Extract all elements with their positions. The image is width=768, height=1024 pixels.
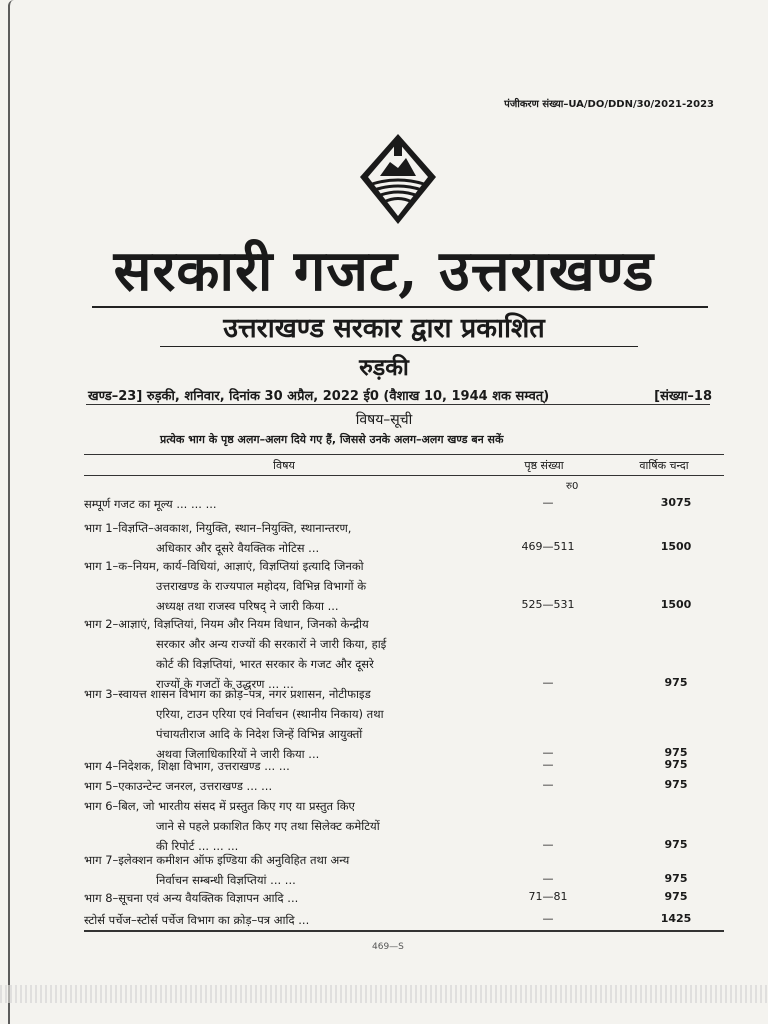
row-subject-line: भाग 2–आज्ञाएं, विज्ञप्तियां, नियम और नियम विधान, जिनको केन्द्रीय	[84, 617, 369, 631]
subtitle-divider	[160, 346, 638, 347]
uttarakhand-emblem-icon	[358, 132, 438, 232]
row-subject-line: भाग 6–बिल, जो भारतीय संसद में प्रस्तुत किए गए या प्रस्तुत किए	[84, 799, 355, 813]
row-pages: —	[542, 496, 554, 509]
row-subject-line: एरिया, टाउन एरिया एवं निर्वाचन (स्थानीय निकाय) तथा	[156, 707, 384, 721]
publication-city: रुड़की	[359, 355, 409, 381]
row-subscription: 1425	[660, 912, 692, 925]
row-subscription: 1500	[660, 598, 692, 611]
row-pages: —	[542, 676, 554, 689]
folio-number: 469—S	[372, 942, 404, 952]
row-subscription: 975	[664, 890, 688, 903]
row-subject-line: भाग 1–विज्ञप्ति–अवकाश, नियुक्ति, स्थान–नियुक्ति, स्थानान्तरण,	[84, 521, 352, 535]
column-pages: पृष्ठ संख्या	[524, 458, 564, 472]
registration-number: पंजीकरण संख्या–UA/DO/DDN/30/2021-2023	[504, 99, 714, 110]
row-subscription: 975	[664, 838, 688, 851]
volume-date: खण्ड–23] रुड़की, शनिवार, दिनांक 30 अप्रैल, 2022 ई0 (वैशाख 10, 1944 शक सम्वत्)	[88, 389, 550, 404]
row-pages: —	[542, 872, 554, 885]
row-subject-line: भाग 3–स्वायत्त शासन विभाग का क्रोड़–पत्र, नगर प्रशासन, नोटीफाइड	[84, 687, 371, 701]
contents-note: प्रत्येक भाग के पृष्ठ अलग–अलग दिये गए हैं, जिससे उनके अलग–अलग खण्ड बन सकें	[160, 433, 504, 446]
issue-number: [संख्या–18	[654, 389, 712, 404]
row-subject	[84, 684, 464, 764]
row-subject-line: भाग 1–क–नियम, कार्य–विधियां, आज्ञाएं, विज्ञप्तियां इत्यादि जिनको	[84, 559, 364, 573]
row-subject	[84, 888, 464, 908]
row-subject-line: अध्यक्ष तथा राजस्व परिषद् ने जारी किया ...	[156, 599, 339, 613]
row-pages: —	[542, 746, 554, 759]
row-pages: 71—81	[528, 890, 568, 903]
title-divider	[92, 306, 708, 308]
issue-meta	[88, 386, 712, 404]
row-subject	[84, 796, 464, 856]
row-pages: —	[542, 912, 554, 925]
row-subscription: 975	[664, 758, 688, 771]
row-subject	[84, 756, 464, 776]
row-subject	[84, 556, 464, 616]
row-subscription: 1500	[660, 540, 692, 553]
currency-label: रु0	[566, 481, 579, 492]
row-subject-line: जाने से पहले प्रकाशित किए गए तथा सिलेक्ट कमेटियों	[156, 819, 380, 833]
row-subject-line: स्टोर्स पर्चेज–स्टोर्स पर्चेज विभाग का क्रोड़–पत्र आदि ...	[84, 913, 310, 927]
row-subscription: 975	[664, 746, 688, 759]
row-subject-line: उत्तराखण्ड के राज्यपाल महोदय, विभिन्न विभागों के	[156, 579, 367, 593]
row-subject-line: भाग 5–एकाउन्टेन्ट जनरल, उत्तराखण्ड ... ...	[84, 779, 273, 793]
row-subject	[84, 850, 464, 890]
meta-divider	[86, 404, 710, 405]
row-subject-line: अधिकार और दूसरे वैयक्तिक नोटिस ...	[156, 541, 320, 555]
row-subject-line: भाग 8–सूचना एवं अन्य वैयक्तिक विज्ञापन आदि ...	[84, 891, 299, 905]
column-subscription: वार्षिक चन्दा	[639, 458, 689, 472]
row-pages: —	[542, 758, 554, 771]
table-bottom-rule	[84, 930, 724, 932]
row-subject-line: सम्पूर्ण गजट का मूल्य ... ... ...	[84, 497, 217, 511]
row-subject	[84, 494, 464, 514]
row-subscription: 3075	[660, 496, 692, 509]
row-subject	[84, 910, 464, 930]
row-subject-line: सरकार और अन्य राज्यों की सरकारों ने जारी किया, हाई	[156, 637, 387, 651]
row-subject-line: निर्वाचन सम्बन्धी विज्ञप्तियां ... ...	[156, 873, 296, 887]
row-subject	[84, 776, 464, 796]
row-subject	[84, 518, 464, 558]
row-subject-line: भाग 7–इलेक्शन कमीशन ऑफ इण्डिया की अनुविहित तथा अन्य	[84, 853, 350, 867]
row-pages: —	[542, 838, 554, 851]
contents-table-header	[84, 454, 724, 476]
row-subscription: 975	[664, 872, 688, 885]
row-subscription: 975	[664, 778, 688, 791]
row-pages: 525—531	[521, 598, 575, 611]
row-subject-line: राज्यों के गजटों के उद्धरण ... ...	[156, 677, 294, 691]
row-subject	[84, 614, 464, 694]
row-subject-line: की रिपोर्ट ... ... ...	[156, 839, 239, 853]
row-pages: —	[542, 778, 554, 791]
column-subject: विषय	[273, 458, 295, 472]
row-pages: 469—511	[521, 540, 575, 553]
row-subject-line: अथवा जिलाधिकारियों ने जारी किया ...	[156, 747, 320, 761]
gazette-title: सरकारी गजट, उत्तराखण्ड	[113, 238, 655, 304]
row-subject-line: कोर्ट की विज्ञप्तियां, भारत सरकार के गजट और दूसरे	[156, 657, 374, 671]
scan-noise-strip	[0, 985, 768, 1003]
row-subject-line: पंचायतीराज आदि के निदेश जिन्हें विभिन्न आयुक्तों	[156, 727, 363, 741]
row-subscription: 975	[664, 676, 688, 689]
gazette-subtitle: उत्तराखण्ड सरकार द्वारा प्रकाशित	[223, 313, 545, 344]
contents-heading: विषय–सूची	[355, 412, 413, 428]
page-binding-edge	[8, 0, 16, 1024]
row-subject-line: भाग 4–निदेशक, शिक्षा विभाग, उत्तराखण्ड ... ...	[84, 759, 290, 773]
